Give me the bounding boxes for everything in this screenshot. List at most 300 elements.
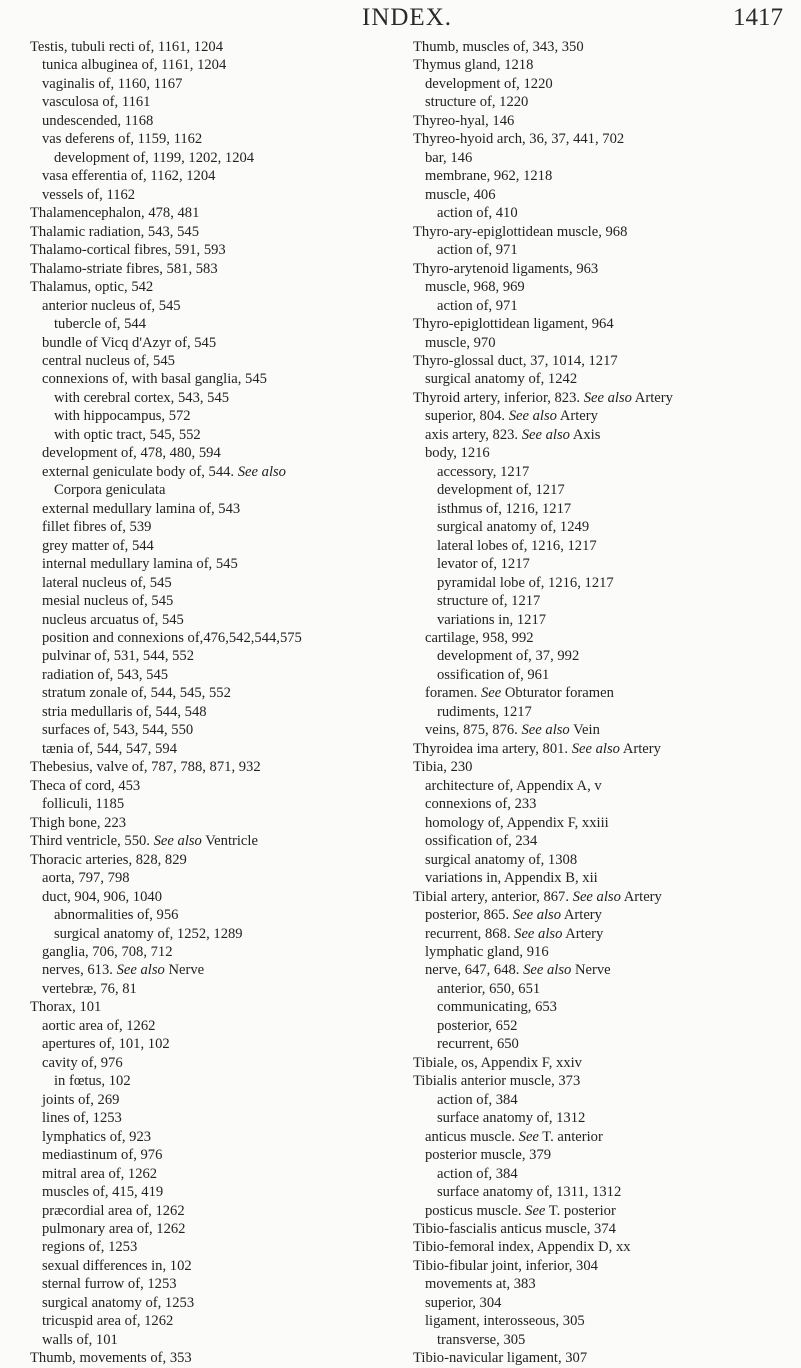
index-entry-text: duct, 904, 906, 1040 — [42, 888, 162, 905]
index-entry-text: veins, 875, 876. — [425, 722, 518, 739]
index-entry — [413, 167, 793, 185]
index-entry-text: movements at, 383 — [425, 1276, 536, 1293]
index-entry — [413, 315, 793, 333]
index-entry-text: vas deferens of, 1159, 1162 — [42, 131, 203, 148]
index-entry-text: Theca of cord, 453 — [30, 777, 141, 794]
index-entry-text: surgical anatomy of, 1249 — [437, 519, 590, 536]
index-entry — [30, 1238, 400, 1256]
index-entry — [413, 1017, 793, 1035]
index-entry — [30, 869, 400, 887]
index-entry — [413, 869, 793, 887]
index-entry — [413, 241, 793, 259]
index-entry-text: Tibial artery, anterior, 867. — [413, 888, 569, 905]
index-entry-text: structure of, 1217 — [437, 593, 541, 610]
index-entry — [30, 407, 400, 425]
index-entry-text: stria medullaris of, 544, 548 — [42, 703, 207, 720]
index-entry — [413, 1146, 793, 1164]
index-entry — [413, 925, 793, 943]
index-entry — [30, 334, 400, 352]
index-entry-text: Thymus gland, 1218 — [413, 57, 534, 74]
see-also-label: See also — [512, 907, 562, 924]
index-entry — [413, 278, 793, 296]
index-entry-text: Thalamic radiation, 543, 545 — [30, 223, 199, 240]
index-entry-text: vaginalis of, 1160, 1167 — [42, 75, 183, 92]
index-entry — [30, 684, 400, 702]
index-entry — [30, 149, 400, 167]
index-entry-text: regions of, 1253 — [42, 1239, 138, 1256]
index-entry-text: body, 1216 — [425, 445, 490, 462]
index-entry — [30, 1349, 400, 1367]
index-entry-text: membrane, 962, 1218 — [425, 168, 553, 185]
index-entry — [413, 149, 793, 167]
index-entry-text: mesial nucleus of, 545 — [42, 593, 174, 610]
index-entry-text: Thigh bone, 223 — [30, 814, 127, 831]
index-entry — [30, 518, 400, 536]
index-entry — [413, 1072, 793, 1090]
index-entry — [413, 906, 793, 924]
index-entry-text: grey matter of, 544 — [42, 537, 154, 554]
index-entry — [413, 334, 793, 352]
index-entry — [413, 1165, 793, 1183]
index-entry — [30, 888, 400, 906]
index-entry-text: bar, 146 — [425, 149, 473, 166]
index-entry-text: Thoracic arteries, 828, 829 — [30, 851, 187, 868]
index-entry-text: variations in, 1217 — [437, 611, 547, 628]
see-also-label: See also — [571, 740, 620, 757]
index-entry-text: action of, 971 — [437, 242, 518, 259]
index-entry — [413, 777, 793, 795]
index-entry-text: stratum zonale of, 544, 545, 552 — [42, 685, 231, 702]
index-entry-text: apertures of, 101, 102 — [42, 1036, 170, 1053]
index-entry — [413, 1035, 793, 1053]
index-entry — [30, 426, 400, 444]
index-entry-text: superior, 304 — [425, 1294, 502, 1311]
index-entry-text: abnormalities of, 956 — [54, 907, 179, 924]
index-entry — [30, 1035, 400, 1053]
index-entry-text: sternal furrow of, 1253 — [42, 1276, 177, 1293]
index-entry — [30, 389, 400, 407]
index-entry-text: bundle of Vicq d'Azyr of, 545 — [42, 334, 217, 351]
index-entry-text: Thyreo-hyal, 146 — [413, 112, 515, 129]
index-entry — [30, 592, 400, 610]
index-entry — [413, 1275, 793, 1293]
index-entry — [30, 241, 400, 259]
index-entry — [413, 832, 793, 850]
index-entry — [30, 75, 400, 93]
index-entry — [30, 186, 400, 204]
index-entry-text: nucleus arcuatus of, 545 — [42, 611, 184, 628]
index-entry-text: structure of, 1220 — [425, 94, 529, 111]
index-entry-text: internal medullary lamina of, 545 — [42, 556, 238, 573]
index-entry — [413, 186, 793, 204]
index-entry-text: tricuspid area of, 1262 — [42, 1313, 174, 1330]
index-entry — [30, 906, 400, 924]
index-entry — [413, 1202, 793, 1220]
see-also-target: Nerve — [574, 962, 611, 979]
index-entry-text: nerves, 613. — [42, 962, 113, 979]
see-also-target: Nerve — [168, 962, 205, 979]
page-header — [0, 0, 801, 38]
index-entry — [413, 130, 793, 148]
see-also-label: See also — [583, 389, 632, 406]
index-entry-text: axis artery, 823. — [425, 426, 519, 443]
index-entry-text: joints of, 269 — [42, 1091, 120, 1108]
index-entry-text: muscle, 968, 969 — [425, 279, 525, 296]
index-entry-text: action of, 410 — [437, 205, 518, 222]
index-entry — [30, 204, 400, 222]
index-entry-text: connexions of, 233 — [425, 796, 537, 813]
index-entry-text: pulmonary area of, 1262 — [42, 1221, 186, 1237]
index-entry — [413, 93, 793, 111]
index-entry — [413, 703, 793, 721]
index-entry-text: Tibia, 230 — [413, 759, 473, 776]
index-entry-text: variations in, Appendix B, xii — [425, 870, 598, 887]
index-entry-text: Tibio-fibular joint, inferior, 304 — [413, 1257, 598, 1274]
index-entry — [30, 444, 400, 462]
index-entry-text: Testis, tubuli recti of, 1161, 1204 — [30, 39, 223, 55]
see-also-target: Vein — [573, 722, 600, 739]
index-entry-text: development of, 1199, 1202, 1204 — [54, 149, 255, 166]
index-entry-text: recurrent, 868. — [425, 925, 511, 942]
index-entry-text: vertebræ, 76, 81 — [42, 980, 137, 997]
left-index-column — [30, 38, 400, 1368]
index-entry-text: lateral nucleus of, 545 — [42, 574, 172, 591]
index-entry — [413, 666, 793, 684]
index-entry-text: development of, 37, 992 — [437, 648, 580, 665]
index-entry-text: action of, 971 — [437, 297, 518, 314]
index-entry-text: Thyroidea ima artery, 801. — [413, 740, 569, 757]
index-entry — [413, 1054, 793, 1072]
index-entry-text: pyramidal lobe of, 1216, 1217 — [437, 574, 614, 591]
index-entry — [30, 223, 400, 241]
index-entry-text: muscle, 406 — [425, 186, 496, 203]
index-entry-text: surface anatomy of, 1311, 1312 — [437, 1184, 622, 1201]
index-entry — [413, 1312, 793, 1330]
index-entry — [413, 1128, 793, 1146]
see-also-target: T. anterior — [542, 1128, 603, 1145]
index-entry — [30, 1183, 400, 1201]
index-entry — [413, 407, 793, 425]
index-entry-text: Tibio-femoral index, Appendix D, xx — [413, 1239, 631, 1256]
index-entry — [413, 740, 793, 758]
index-entry-text: lateral lobes of, 1216, 1217 — [437, 537, 597, 554]
index-entry-text: aorta, 797, 798 — [42, 870, 130, 887]
see-also-target: T. posterior — [548, 1202, 616, 1219]
index-entry-text: posterior, 652 — [437, 1017, 518, 1034]
index-entry-text: Thyroid artery, inferior, 823. — [413, 389, 581, 406]
index-entry-text: fillet fibres of, 539 — [42, 519, 152, 536]
see-also-target: Artery — [559, 408, 598, 425]
index-entry — [413, 574, 793, 592]
index-entry-text: Thyreo-hyoid arch, 36, 37, 441, 702 — [413, 131, 625, 148]
index-entry — [413, 1238, 793, 1256]
index-entry-text: lymphatics of, 923 — [42, 1128, 152, 1145]
index-entry-text: anterior nucleus of, 545 — [42, 297, 181, 314]
index-entry — [413, 463, 793, 481]
see-also-label: See — [480, 685, 502, 702]
index-entry — [413, 629, 793, 647]
index-entry-text: sexual differences in, 102 — [42, 1257, 192, 1274]
index-entry-text: development of, 1220 — [425, 75, 553, 92]
index-entry — [30, 1017, 400, 1035]
index-entry — [413, 38, 793, 56]
index-entry — [413, 611, 793, 629]
index-entry — [413, 352, 793, 370]
index-entry-text: ossification of, 234 — [425, 833, 538, 850]
index-entry-text: surface anatomy of, 1312 — [437, 1110, 586, 1127]
index-entry-text: Thalamo-striate fibres, 581, 583 — [30, 260, 218, 277]
index-entry-text: development of, 1217 — [437, 482, 565, 499]
index-entry — [413, 758, 793, 776]
index-entry-text: external geniculate body of, 544. — [42, 463, 235, 480]
index-entry-text: muscles of, 415, 419 — [42, 1184, 164, 1201]
index-entry — [30, 647, 400, 665]
index-entry-text: Tibio-navicular ligament, 307 — [413, 1350, 588, 1367]
index-entry-text: Thumb, muscles of, 343, 350 — [413, 39, 584, 55]
index-entry-text: recurrent, 650 — [437, 1036, 519, 1053]
index-entry — [30, 1072, 400, 1090]
index-entry — [30, 666, 400, 684]
index-entry-text: Tibialis anterior muscle, 373 — [413, 1073, 581, 1090]
index-entry — [413, 75, 793, 93]
see-also-label: See also — [116, 962, 165, 979]
index-entry — [413, 537, 793, 555]
index-entry — [30, 574, 400, 592]
index-entry-text: tubercle of, 544 — [54, 316, 146, 333]
see-also-label: See also — [508, 408, 557, 425]
index-entry — [413, 1349, 793, 1367]
index-entry-text: surgical anatomy of, 1253 — [42, 1294, 195, 1311]
index-entry-text: Thyro-epiglottidean ligament, 964 — [413, 316, 614, 333]
index-entry-text: connexions of, with basal ganglia, 545 — [42, 371, 267, 388]
see-also-target: Ventricle — [205, 833, 258, 850]
index-entry-text: vessels of, 1162 — [42, 186, 136, 203]
index-entry — [413, 814, 793, 832]
index-entry — [413, 444, 793, 462]
index-entry — [30, 925, 400, 943]
index-entry-text: Tibio-fascialis anticus muscle, 374 — [413, 1221, 616, 1237]
index-entry-text: action of, 384 — [437, 1165, 518, 1182]
index-entry-text: transverse, 305 — [437, 1331, 526, 1348]
index-entry — [30, 758, 400, 776]
index-entry-text: Tibiale, os, Appendix F, xxiv — [413, 1054, 582, 1071]
index-entry-text: Thyro-ary-epiglottidean muscle, 968 — [413, 223, 628, 240]
index-entry-text: with cerebral cortex, 543, 545 — [54, 389, 230, 406]
index-entry — [413, 851, 793, 869]
index-entry-text: central nucleus of, 545 — [42, 352, 175, 369]
index-entry — [30, 260, 400, 278]
index-entry — [30, 961, 400, 979]
index-entry-text: foramen. — [425, 685, 478, 702]
index-entry-text: lymphatic gland, 916 — [425, 943, 549, 960]
index-entry-text: superior, 804. — [425, 408, 506, 425]
index-entry — [413, 223, 793, 241]
index-entry-text: levator of, 1217 — [437, 556, 530, 573]
see-also-target: Artery — [622, 740, 661, 757]
index-entry — [413, 998, 793, 1016]
index-entry-text: Third ventricle, 550. — [30, 833, 150, 850]
index-entry-text: Thyro-glossal duct, 37, 1014, 1217 — [413, 352, 618, 369]
index-entry — [30, 703, 400, 721]
see-also-label: See also — [521, 426, 570, 443]
index-entry-text: cavity of, 976 — [42, 1054, 123, 1071]
index-entry-text: with hippocampus, 572 — [54, 408, 191, 425]
index-entry-text: posticus muscle. — [425, 1202, 522, 1219]
index-entry-text: lines of, 1253 — [42, 1110, 122, 1127]
index-entry — [30, 352, 400, 370]
index-entry-text: action of, 384 — [437, 1091, 518, 1108]
index-entry — [30, 740, 400, 758]
index-entry-text: radiation of, 543, 545 — [42, 666, 169, 683]
index-entry-text: development of, 478, 480, 594 — [42, 445, 221, 462]
index-entry — [30, 1091, 400, 1109]
index-entry — [30, 315, 400, 333]
see-also-target: Axis — [572, 426, 601, 443]
index-entry — [30, 998, 400, 1016]
see-also-target: Artery — [634, 389, 673, 406]
index-entry — [30, 1294, 400, 1312]
index-entry-text: walls of, 101 — [42, 1331, 118, 1348]
index-entry — [30, 1146, 400, 1164]
index-entry — [30, 611, 400, 629]
index-entry-text: Corpora geniculata — [54, 482, 166, 499]
index-entry-text: anticus muscle. — [425, 1128, 515, 1145]
index-entry — [413, 481, 793, 499]
index-entry-text: communicating, 653 — [437, 999, 557, 1016]
index-entry — [413, 888, 793, 906]
index-entry — [30, 721, 400, 739]
see-also-target: Artery — [623, 888, 662, 905]
index-entry — [30, 777, 400, 795]
index-entry-text: Thebesius, valve of, 787, 788, 871, 932 — [30, 759, 261, 776]
index-entry — [413, 980, 793, 998]
index-entry-text: vasculosa of, 1161 — [42, 94, 151, 111]
index-entry — [413, 684, 793, 702]
index-entry — [30, 463, 400, 481]
index-entry-text: homology of, Appendix F, xxiii — [425, 814, 609, 831]
index-entry — [413, 1294, 793, 1312]
see-also-label: See also — [521, 722, 570, 739]
index-entry — [413, 592, 793, 610]
index-entry — [413, 56, 793, 74]
index-entry — [30, 943, 400, 961]
index-entry-text: anterior, 650, 651 — [437, 980, 541, 997]
see-also-label: See also — [523, 962, 572, 979]
page-number: 1417 — [733, 4, 783, 31]
index-entry-text: Thalamus, optic, 542 — [30, 279, 154, 296]
index-entry — [30, 112, 400, 130]
index-entry-text: external medullary lamina of, 543 — [42, 500, 241, 517]
index-entry-text: accessory, 1217 — [437, 463, 530, 480]
index-entry — [30, 93, 400, 111]
index-entry-text: tænia of, 544, 547, 594 — [42, 740, 177, 757]
index-entry-text: præcordial area of, 1262 — [42, 1202, 185, 1219]
index-entry — [30, 795, 400, 813]
index-entry — [30, 1220, 400, 1238]
index-entry — [413, 370, 793, 388]
index-entry — [30, 814, 400, 832]
index-entry-text: in fœtus, 102 — [54, 1073, 131, 1090]
index-entry-text: cartilage, 958, 992 — [425, 630, 534, 646]
see-also-label: See also — [237, 463, 286, 480]
index-entry-text: Thumb, movements of, 353 — [30, 1350, 192, 1367]
index-entry — [30, 1109, 400, 1127]
index-entry-text: Thalamencephalon, 478, 481 — [30, 205, 200, 222]
index-entry — [413, 1331, 793, 1349]
index-entry — [30, 481, 400, 499]
index-entry — [30, 370, 400, 388]
index-entry-text: with optic tract, 545, 552 — [54, 426, 201, 443]
index-entry-text: muscle, 970 — [425, 334, 496, 351]
index-entry — [413, 1109, 793, 1127]
index-entry — [413, 961, 793, 979]
index-entry-text: architecture of, Appendix A, v — [425, 777, 602, 794]
index-entry-text: mediastinum of, 976 — [42, 1147, 163, 1164]
index-entry-text: rudiments, 1217 — [437, 703, 532, 720]
index-entry-text: mitral area of, 1262 — [42, 1165, 158, 1182]
index-entry-text: isthmus of, 1216, 1217 — [437, 500, 572, 517]
see-also-target: Artery — [563, 907, 602, 924]
see-also-label: See also — [514, 925, 563, 942]
see-also-label: See — [518, 1128, 539, 1145]
index-entry-text: posterior, 865. — [425, 907, 510, 924]
index-entry — [30, 1257, 400, 1275]
index-entry — [413, 1220, 793, 1238]
index-entry-text: nerve, 647, 648. — [425, 962, 520, 979]
index-entry — [413, 1257, 793, 1275]
index-entry — [413, 721, 793, 739]
index-entry-text: surgical anatomy of, 1252, 1289 — [54, 925, 243, 942]
index-entry — [413, 647, 793, 665]
index-entry — [413, 260, 793, 278]
index-entry-text: ganglia, 706, 708, 712 — [42, 943, 173, 960]
index-entry — [30, 832, 400, 850]
index-entry — [30, 851, 400, 869]
index-entry — [413, 555, 793, 573]
index-entry — [30, 537, 400, 555]
index-entry-text: undescended, 1168 — [42, 112, 154, 129]
index-entry — [30, 1054, 400, 1072]
index-entry-text: aortic area of, 1262 — [42, 1017, 156, 1034]
index-entry-text: Thyro-arytenoid ligaments, 963 — [413, 260, 599, 277]
index-entry — [30, 56, 400, 74]
index-entry-text: ligament, interosseous, 305 — [425, 1313, 585, 1330]
index-entry-text: surgical anatomy of, 1242 — [425, 371, 578, 388]
index-entry — [413, 204, 793, 222]
index-entry-text: Thalamo-cortical fibres, 591, 593 — [30, 242, 226, 259]
see-also-target: Obturator foramen — [504, 685, 614, 702]
index-entry — [413, 500, 793, 518]
index-entry — [413, 389, 793, 407]
index-entry — [30, 1312, 400, 1330]
index-entry — [30, 1331, 400, 1349]
index-entry-text: Thorax, 101 — [30, 999, 102, 1016]
index-entry-text: position and connexions of,476,542,544,575 — [42, 630, 302, 646]
index-entry — [30, 980, 400, 998]
index-entry — [413, 518, 793, 536]
index-entry — [30, 1275, 400, 1293]
index-entry — [30, 629, 400, 647]
index-entry — [30, 278, 400, 296]
see-also-label: See also — [572, 888, 621, 905]
see-also-label: See also — [153, 833, 202, 850]
index-entry — [413, 1183, 793, 1201]
index-entry-text: surfaces of, 543, 544, 550 — [42, 722, 194, 739]
index-entry — [413, 426, 793, 444]
index-entry — [413, 297, 793, 315]
index-entry-text: surgical anatomy of, 1308 — [425, 851, 578, 868]
right-index-column — [413, 38, 793, 1368]
